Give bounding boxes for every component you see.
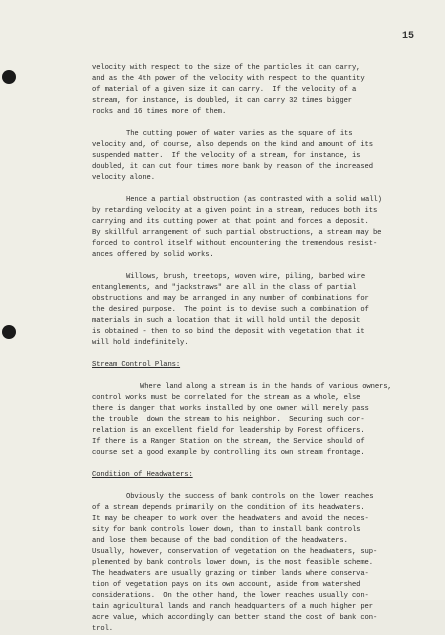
- text-line: plemented by bank controls lower down, is the most feasible scheme.: [92, 559, 373, 567]
- section-heading-condition-of-headwaters: Condition of Headwaters:: [92, 471, 193, 479]
- paragraph: [92, 195, 430, 261]
- page-number: 15: [402, 31, 415, 42]
- binder-hole-bottom: [2, 325, 16, 339]
- text-line: trol.: [92, 625, 113, 633]
- text-line: control works must be correlated for the stream as a whole, else: [92, 394, 361, 402]
- text-line: velocity and, of course, also depends on the kind and amount of its: [92, 141, 373, 149]
- text-line: The headwaters are usually grazing or timber lands where conserva-: [92, 570, 369, 578]
- text-line: the desired purpose. The point is to devise such a combination of: [92, 306, 369, 314]
- text-line: of a stream depends primarily on the condition of its headwaters.: [92, 504, 365, 512]
- text-line: sity for bank controls lower down, than to install bank controls: [92, 526, 361, 534]
- text-line: velocity alone.: [92, 174, 155, 182]
- text-line: If there is a Ranger Station on the stream, the Service should of: [92, 438, 365, 446]
- text-line: velocity with respect to the size of the particles it can carry,: [92, 64, 361, 72]
- binder-hole-top: [2, 70, 16, 84]
- text-line: acre value, which accordingly can better stand the cost of bank con-: [92, 614, 378, 622]
- text-line: materials in such a location that it will hold until the deposit: [92, 317, 361, 325]
- text-line: by retarding velocity at a given point in a stream, reduces both its: [92, 207, 378, 215]
- paragraph: [92, 492, 430, 635]
- text-line: the trouble down the stream to his neighbor. Securing such cor-: [92, 416, 365, 424]
- paragraph: [92, 382, 430, 459]
- text-line: suspended matter. If the velocity of a stream, for instance, is: [92, 152, 361, 160]
- paragraph: [92, 129, 430, 184]
- text-line: Where land along a stream is in the hands of various owners,: [140, 383, 392, 391]
- text-line: It may be cheaper to work over the headwaters and avoid the neces-: [92, 515, 369, 523]
- paragraph: [92, 63, 430, 118]
- text-line: course set a good example by controlling its own stream frontage.: [92, 449, 365, 457]
- text-line: doubled, it can cut four times more bank by reason of the increased: [92, 163, 373, 171]
- document-body: [92, 63, 430, 635]
- text-line: tain agricultural lands and ranch headquarters of a much higher per: [92, 603, 373, 611]
- text-line: The cutting power of water varies as the square of its: [126, 130, 353, 138]
- text-line: By skillful arrangement of such partial obstructions, a stream may be: [92, 229, 382, 237]
- text-line: Usually, however, conservation of vegetation on the headwaters, sup-: [92, 548, 378, 556]
- text-line: entanglements, and "jackstraws" are all in the class of partial: [92, 284, 357, 292]
- text-line: forced to control itself without encountering the tremendous resist-: [92, 240, 378, 248]
- text-line: there is danger that works installed by one owner will merely pass: [92, 405, 369, 413]
- text-line: considerations. On the other hand, the lower reaches usually con-: [92, 592, 369, 600]
- section-heading-stream-control-plans: Stream Control Plans:: [92, 361, 181, 369]
- text-line: obstructions and may be arranged in any number of combinations for: [92, 295, 369, 303]
- text-line: relation is an excellent field for leadership by Forest officers.: [92, 427, 365, 435]
- paragraph: [92, 272, 430, 349]
- text-line: ances offered by solid works.: [92, 251, 214, 259]
- text-line: Obviously the success of bank controls on the lower reaches: [126, 493, 374, 501]
- text-line: of material of a given size it can carry. If the velocity of a: [92, 86, 357, 94]
- text-line: is obtained - then to so bind the deposit with vegetation that it: [92, 328, 365, 336]
- text-line: Hence a partial obstruction (as contrasted with a solid wall): [126, 196, 382, 204]
- text-line: and lose them because of the bad condition of the headwaters.: [92, 537, 348, 545]
- text-line: carrying and its cutting power at that point and forces a deposit.: [92, 218, 369, 226]
- text-line: rocks and 16 times more of them.: [92, 108, 227, 116]
- text-line: stream, for instance, is doubled, it can carry 32 times bigger: [92, 97, 352, 105]
- text-line: tion of vegetation pays on its own account, aside from watershed: [92, 581, 361, 589]
- text-line: Willows, brush, treetops, woven wire, piling, barbed wire: [126, 273, 366, 281]
- text-line: will hold indefinitely.: [92, 339, 189, 347]
- text-line: and as the 4th power of the velocity with respect to the quantity: [92, 75, 365, 83]
